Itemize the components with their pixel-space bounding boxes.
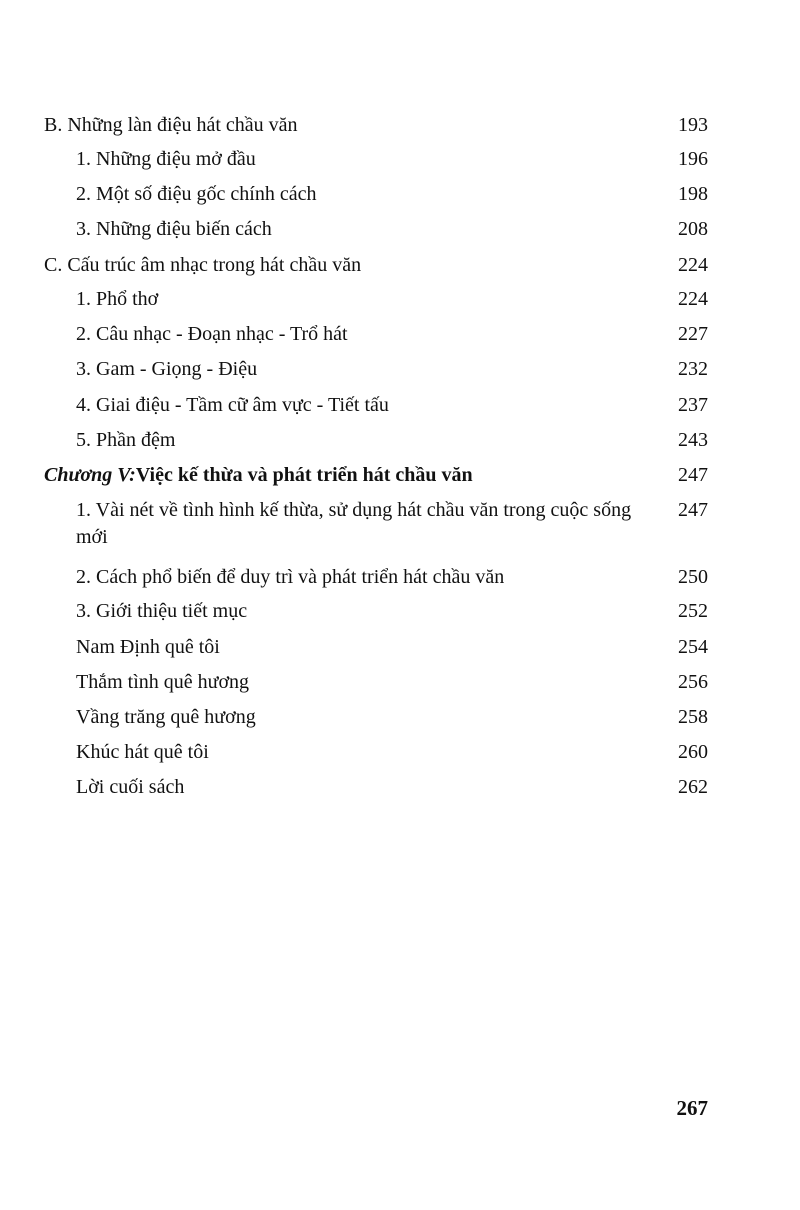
toc-entry-label: 5. Phần đệm: [76, 429, 176, 451]
toc-entry: [0, 774, 800, 808]
toc-entry-label: B. Những làn điệu hát chầu văn: [44, 114, 298, 136]
toc-entry: [0, 669, 800, 703]
toc-chapter-label: [44, 462, 473, 489]
page-number: 267: [676, 1096, 708, 1120]
toc-entry: [0, 598, 800, 632]
toc-entry-page: 198: [678, 183, 708, 205]
toc-entry-page: 208: [678, 218, 708, 240]
toc-entry-label: C. Cấu trúc âm nhạc trong hát chầu văn: [44, 254, 362, 276]
toc-entry-label: 3. Giới thiệu tiết mục: [76, 600, 248, 622]
toc-chapter-heading: [0, 462, 800, 496]
toc-entry: [0, 146, 800, 180]
toc-entry: [0, 704, 800, 738]
toc-entry: [0, 497, 800, 557]
toc-entry-page: 232: [678, 358, 708, 380]
toc-entry-label: Vầng trăng quê hương: [76, 706, 256, 728]
toc-entry-label: Thắm tình quê hương: [76, 671, 250, 693]
toc-entry: [0, 427, 800, 461]
chapter-title: Việc kế thừa và phát triển hát chầu văn: [135, 464, 473, 486]
toc-entry-page: 247: [678, 499, 708, 521]
chapter-number: Chương V:: [44, 464, 136, 486]
toc-entry-label: 2. Câu nhạc - Đoạn nhạc - Trổ hát: [76, 323, 348, 345]
toc-entry-label: 4. Giai điệu - Tầm cữ âm vực - Tiết tấu: [76, 394, 389, 416]
toc-entry-label: Khúc hát quê tôi: [76, 741, 209, 763]
toc-entry-page: 258: [678, 706, 708, 728]
toc-entry-page: 260: [678, 741, 708, 763]
toc-entry-page: 247: [678, 464, 708, 486]
toc-entry-label: 1. Vài nét về tình hình kế thừa, sử dụng hát chầu văn trong cuộc sống mới: [76, 499, 632, 548]
toc-entry-label: 2. Cách phổ biến để duy trì và phát triển hát chầu văn: [76, 566, 505, 588]
toc-entry-label: Nam Định quê tôi: [76, 636, 220, 658]
toc-entry-page: 250: [678, 566, 708, 588]
toc-entry: [0, 252, 800, 286]
toc-entry-page: 262: [678, 776, 708, 798]
toc-entry: [0, 356, 800, 390]
toc-entry: [0, 564, 800, 598]
toc-entry-page: 224: [678, 254, 708, 276]
toc-entry-label: 2. Một số điệu gốc chính cách: [76, 183, 317, 205]
toc-entry-page: 196: [678, 148, 708, 170]
toc-entry-label: 3. Những điệu biến cách: [76, 218, 272, 240]
toc-entry: [0, 321, 800, 355]
toc-entry-label: Lời cuối sách: [76, 776, 185, 798]
toc-entry-page: 237: [678, 394, 708, 416]
toc-entry: [0, 634, 800, 668]
toc-entry-page: 193: [678, 114, 708, 136]
toc-entry-page: 224: [678, 288, 708, 310]
toc-entry: [0, 181, 800, 215]
toc-entry-page: 254: [678, 636, 708, 658]
toc-entry: [0, 392, 800, 426]
toc-entry: [0, 112, 800, 146]
toc-entry-page: 256: [678, 671, 708, 693]
toc-entry-page: 252: [678, 600, 708, 622]
toc-entry: [0, 739, 800, 773]
toc-entry: [0, 216, 800, 250]
toc-entry-label: 3. Gam - Giọng - Điệu: [76, 358, 258, 380]
toc-entry-label: 1. Phổ thơ: [76, 288, 159, 310]
toc-entry: [0, 286, 800, 320]
toc-entry-page: 243: [678, 429, 708, 451]
toc-entry-page: 227: [678, 323, 708, 345]
toc-entry-label: 1. Những điệu mở đầu: [76, 148, 256, 170]
